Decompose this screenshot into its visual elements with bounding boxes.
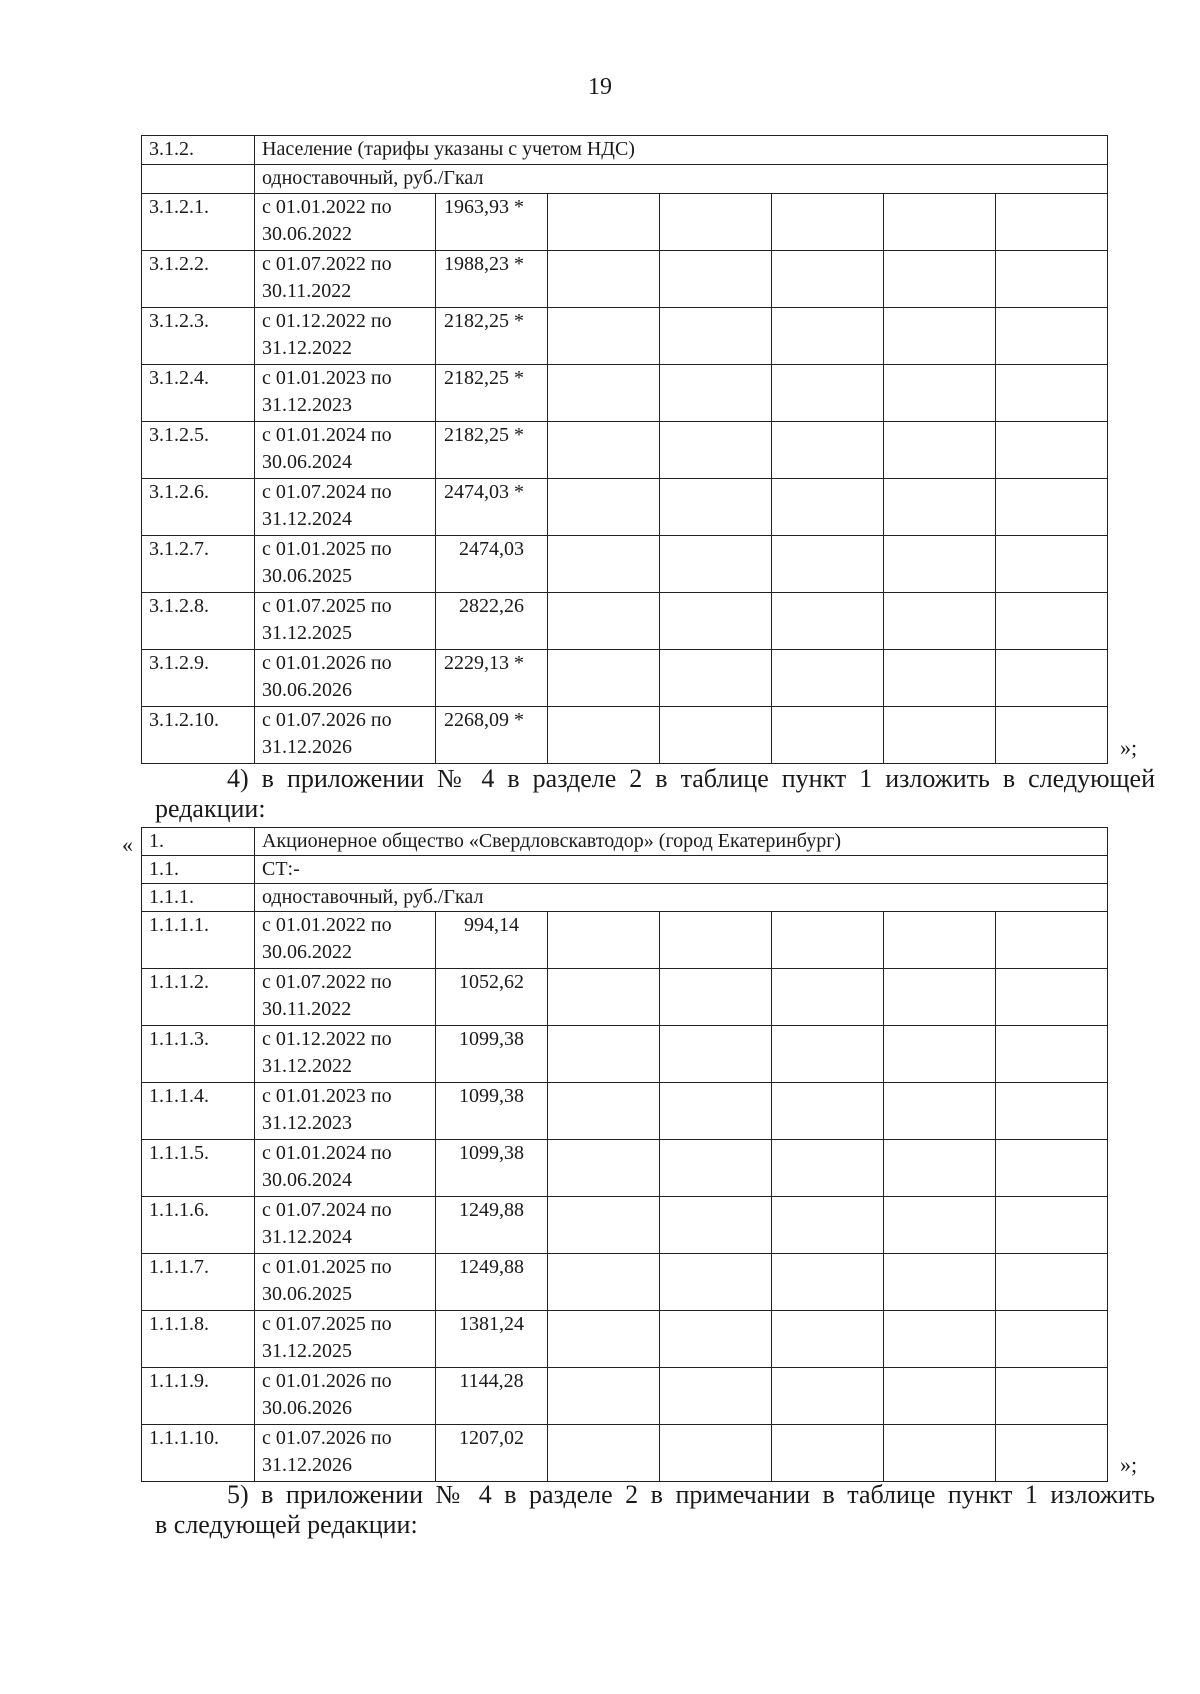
empty-cell [660, 707, 772, 764]
row-number: 3.1.2.10. [142, 707, 255, 764]
empty-cell [884, 912, 996, 969]
empty-cell [772, 1026, 884, 1083]
period-end: 31.12.2022 [262, 1055, 352, 1077]
empty-cell [996, 1311, 1108, 1368]
empty-cell [548, 912, 660, 969]
period-end: 31.12.2024 [262, 508, 352, 530]
empty-cell [996, 650, 1108, 707]
tariff-value: 2268,09 * [436, 707, 548, 764]
period-end: 30.06.2025 [262, 565, 352, 587]
empty-cell [660, 1425, 772, 1482]
empty-cell [996, 1140, 1108, 1197]
row-number: 3.1.2.2. [142, 251, 255, 308]
period-cell [255, 422, 436, 479]
table-row [142, 593, 1108, 650]
empty-cell [884, 1083, 996, 1140]
empty-cell [996, 1368, 1108, 1425]
tariff-value: 1249,88 [436, 1197, 548, 1254]
empty-cell [548, 1083, 660, 1140]
paragraph-5 [155, 1480, 1155, 1540]
row-number: 1.1.1.9. [142, 1368, 255, 1425]
empty-cell [996, 1425, 1108, 1482]
tariff-value: 2822,26 [436, 593, 548, 650]
empty-cell [772, 1254, 884, 1311]
section-label: одноставочный, руб./Гкал [255, 165, 1108, 194]
period-start: с 01.01.2024 по [262, 1142, 392, 1164]
row-number: 1.1.1.4. [142, 1083, 255, 1140]
tariff-value: 1381,24 [436, 1311, 548, 1368]
empty-cell [548, 1026, 660, 1083]
empty-cell [884, 308, 996, 365]
row-number: 3.1.2.1. [142, 194, 255, 251]
empty-cell [548, 1425, 660, 1482]
period-cell [255, 1140, 436, 1197]
empty-cell [884, 365, 996, 422]
period-start: с 01.01.2025 по [262, 538, 392, 560]
tariff-table-population [141, 135, 1108, 764]
section-label: Акционерное общество «Свердловскавтодор» (город Екатеринбург) [255, 828, 1108, 856]
period-cell [255, 650, 436, 707]
period-end: 31.12.2025 [262, 1340, 352, 1362]
row-number: 3.1.2.3. [142, 308, 255, 365]
row-number: 1.1.1.5. [142, 1140, 255, 1197]
empty-cell [660, 1311, 772, 1368]
empty-cell [772, 422, 884, 479]
empty-cell [660, 1083, 772, 1140]
table-row [142, 479, 1108, 536]
empty-cell [772, 479, 884, 536]
empty-cell [996, 194, 1108, 251]
period-start: с 01.01.2026 по [262, 1370, 392, 1392]
period-cell [255, 1425, 436, 1482]
row-number: 1.1.1.7. [142, 1254, 255, 1311]
empty-cell [548, 479, 660, 536]
table-row [142, 308, 1108, 365]
period-cell [255, 1197, 436, 1254]
period-end: 31.12.2026 [262, 736, 352, 758]
table-row [142, 422, 1108, 479]
empty-cell [996, 1083, 1108, 1140]
row-number: 1. [142, 828, 255, 856]
table-header-row [142, 165, 1108, 194]
table-row [142, 1083, 1108, 1140]
empty-cell [996, 308, 1108, 365]
empty-cell [660, 422, 772, 479]
empty-cell [660, 1026, 772, 1083]
empty-cell [996, 479, 1108, 536]
period-end: 31.12.2026 [262, 1454, 352, 1476]
tariff-table-body [142, 828, 1108, 1482]
tariff-value: 1207,02 [436, 1425, 548, 1482]
period-start: с 01.12.2022 по [262, 1028, 392, 1050]
empty-cell [772, 707, 884, 764]
period-end: 30.06.2022 [262, 223, 352, 245]
empty-cell [996, 422, 1108, 479]
paragraph-5-line1: 5) в приложении № 4 в разделе 2 в примечании в таблице пункт 1 изложить [227, 1480, 1155, 1509]
empty-cell [548, 1197, 660, 1254]
empty-cell [660, 536, 772, 593]
table-row [142, 365, 1108, 422]
tariff-value: 2474,03 * [436, 479, 548, 536]
empty-cell [884, 251, 996, 308]
row-number: 1.1.1.2. [142, 969, 255, 1026]
empty-cell [772, 650, 884, 707]
empty-cell [660, 251, 772, 308]
tariff-table-body [142, 136, 1108, 764]
period-start: с 01.07.2026 по [262, 1427, 392, 1449]
period-end: 31.12.2024 [262, 1226, 352, 1248]
tariff-value: 2229,13 * [436, 650, 548, 707]
paragraph-4-line2: редакции: [155, 794, 266, 823]
period-start: с 01.07.2022 по [262, 971, 392, 993]
empty-cell [548, 308, 660, 365]
tariff-value: 1099,38 [436, 1026, 548, 1083]
period-end: 30.06.2022 [262, 941, 352, 963]
table-row [142, 1197, 1108, 1254]
period-cell [255, 251, 436, 308]
empty-cell [548, 707, 660, 764]
period-end: 30.06.2024 [262, 451, 352, 473]
empty-cell [884, 969, 996, 1026]
period-end: 30.06.2025 [262, 1283, 352, 1305]
empty-cell [996, 1026, 1108, 1083]
period-cell [255, 1254, 436, 1311]
period-cell [255, 969, 436, 1026]
empty-cell [548, 593, 660, 650]
period-start: с 01.01.2026 по [262, 652, 392, 674]
period-start: с 01.01.2025 по [262, 1256, 392, 1278]
empty-cell [996, 1254, 1108, 1311]
period-start: с 01.07.2024 по [262, 481, 392, 503]
period-start: с 01.07.2025 по [262, 595, 392, 617]
empty-cell [548, 1368, 660, 1425]
tariff-value: 1144,28 [436, 1368, 548, 1425]
row-number: 3.1.2.6. [142, 479, 255, 536]
row-number: 3.1.2. [142, 136, 255, 165]
row-number: 1.1.1.1. [142, 912, 255, 969]
empty-cell [548, 251, 660, 308]
empty-cell [772, 365, 884, 422]
period-start: с 01.01.2023 по [262, 1085, 392, 1107]
row-number: 3.1.2.8. [142, 593, 255, 650]
empty-cell [884, 1368, 996, 1425]
paragraph-5-line2: в следующей редакции: [155, 1510, 418, 1539]
empty-cell [884, 707, 996, 764]
table-header-row [142, 856, 1108, 884]
period-cell [255, 1368, 436, 1425]
empty-cell [660, 1140, 772, 1197]
table-row [142, 536, 1108, 593]
table-header-row [142, 884, 1108, 912]
empty-cell [884, 194, 996, 251]
table-row [142, 251, 1108, 308]
row-number: 1.1. [142, 856, 255, 884]
period-cell [255, 308, 436, 365]
tariff-value: 1963,93 * [436, 194, 548, 251]
empty-cell [548, 1140, 660, 1197]
empty-cell [772, 251, 884, 308]
empty-cell [660, 1254, 772, 1311]
period-cell [255, 194, 436, 251]
row-number: 3.1.2.7. [142, 536, 255, 593]
tariff-value: 2474,03 [436, 536, 548, 593]
empty-cell [772, 1311, 884, 1368]
period-end: 31.12.2023 [262, 394, 352, 416]
empty-cell [772, 1083, 884, 1140]
period-end: 30.06.2026 [262, 679, 352, 701]
empty-cell [772, 593, 884, 650]
empty-cell [996, 969, 1108, 1026]
empty-cell [996, 912, 1108, 969]
empty-cell [660, 365, 772, 422]
table-row [142, 1425, 1108, 1482]
empty-cell [884, 650, 996, 707]
closing-quote: »; [1120, 735, 1138, 760]
table-row [142, 650, 1108, 707]
empty-cell [996, 1197, 1108, 1254]
empty-cell [548, 650, 660, 707]
empty-cell [996, 536, 1108, 593]
empty-cell [548, 194, 660, 251]
row-number: 1.1.1.8. [142, 1311, 255, 1368]
period-cell [255, 707, 436, 764]
empty-cell [660, 479, 772, 536]
row-number: 3.1.2.4. [142, 365, 255, 422]
empty-cell [548, 422, 660, 479]
empty-cell [660, 194, 772, 251]
empty-cell [548, 536, 660, 593]
period-start: с 01.01.2023 по [262, 367, 392, 389]
empty-cell [884, 1425, 996, 1482]
empty-cell [772, 194, 884, 251]
period-cell [255, 536, 436, 593]
tariff-value: 1099,38 [436, 1083, 548, 1140]
tariff-value: 1249,88 [436, 1254, 548, 1311]
section-label: Население (тарифы указаны с учетом НДС) [255, 136, 1108, 165]
empty-cell [772, 1368, 884, 1425]
paragraph-4 [155, 764, 1155, 824]
row-number: 3.1.2.5. [142, 422, 255, 479]
period-start: с 01.01.2022 по [262, 196, 392, 218]
tariff-value: 2182,25 * [436, 365, 548, 422]
tariff-value: 2182,25 * [436, 422, 548, 479]
section-label: СТ:- [255, 856, 1108, 884]
empty-cell [884, 422, 996, 479]
empty-cell [660, 650, 772, 707]
tariff-value: 1099,38 [436, 1140, 548, 1197]
empty-cell [548, 1254, 660, 1311]
empty-cell [884, 1026, 996, 1083]
row-number: 1.1.1.10. [142, 1425, 255, 1482]
tariff-table-sverdlovskavtodor [141, 827, 1108, 1482]
section-label: одноставочный, руб./Гкал [255, 884, 1108, 912]
period-end: 31.12.2022 [262, 337, 352, 359]
empty-cell [884, 1140, 996, 1197]
table-row [142, 1140, 1108, 1197]
empty-cell [772, 1140, 884, 1197]
empty-cell [660, 593, 772, 650]
empty-cell [660, 969, 772, 1026]
period-end: 30.11.2022 [262, 998, 352, 1020]
empty-cell [548, 1311, 660, 1368]
closing-quote: »; [1120, 1452, 1138, 1477]
table-row [142, 1254, 1108, 1311]
period-start: с 01.07.2025 по [262, 1313, 392, 1335]
tariff-value: 1052,62 [436, 969, 548, 1026]
table-row [142, 1026, 1108, 1083]
empty-cell [772, 969, 884, 1026]
period-start: с 01.07.2024 по [262, 1199, 392, 1221]
empty-cell [996, 707, 1108, 764]
empty-cell [884, 536, 996, 593]
table-row [142, 1368, 1108, 1425]
empty-cell [548, 365, 660, 422]
empty-cell [996, 251, 1108, 308]
period-start: с 01.07.2022 по [262, 253, 392, 275]
empty-cell [884, 1311, 996, 1368]
period-cell [255, 912, 436, 969]
empty-cell [660, 912, 772, 969]
opening-quote: « [122, 832, 133, 857]
row-number: 3.1.2.9. [142, 650, 255, 707]
row-number [142, 165, 255, 194]
period-cell [255, 479, 436, 536]
table-header-row [142, 136, 1108, 165]
row-number: 1.1.1.6. [142, 1197, 255, 1254]
table-row [142, 969, 1108, 1026]
row-number: 1.1.1. [142, 884, 255, 912]
period-start: с 01.01.2024 по [262, 424, 392, 446]
empty-cell [660, 1197, 772, 1254]
empty-cell [660, 308, 772, 365]
tariff-value: 1988,23 * [436, 251, 548, 308]
table-row [142, 912, 1108, 969]
empty-cell [884, 1254, 996, 1311]
empty-cell [884, 593, 996, 650]
period-start: с 01.01.2022 по [262, 914, 392, 936]
empty-cell [884, 1197, 996, 1254]
empty-cell [772, 912, 884, 969]
period-cell [255, 1026, 436, 1083]
row-number: 1.1.1.3. [142, 1026, 255, 1083]
table-header-row [142, 828, 1108, 856]
table-row [142, 1311, 1108, 1368]
period-cell [255, 365, 436, 422]
table-row [142, 707, 1108, 764]
period-cell [255, 1311, 436, 1368]
empty-cell [996, 593, 1108, 650]
period-end: 30.06.2026 [262, 1397, 352, 1419]
empty-cell [548, 969, 660, 1026]
period-start: с 01.07.2026 по [262, 709, 392, 731]
period-start: с 01.12.2022 по [262, 310, 392, 332]
period-end: 31.12.2025 [262, 622, 352, 644]
period-end: 31.12.2023 [262, 1112, 352, 1134]
tariff-value: 994,14 [436, 912, 548, 969]
empty-cell [772, 1425, 884, 1482]
period-end: 30.06.2024 [262, 1169, 352, 1191]
empty-cell [996, 365, 1108, 422]
empty-cell [772, 1197, 884, 1254]
period-cell [255, 593, 436, 650]
period-cell [255, 1083, 436, 1140]
paragraph-4-line1: 4) в приложении № 4 в разделе 2 в таблице пункт 1 изложить в следующей [227, 764, 1155, 793]
empty-cell [772, 536, 884, 593]
period-end: 30.11.2022 [262, 280, 352, 302]
empty-cell [884, 479, 996, 536]
table-row [142, 194, 1108, 251]
empty-cell [772, 308, 884, 365]
empty-cell [660, 1368, 772, 1425]
page-number: 19 [588, 74, 612, 100]
tariff-value: 2182,25 * [436, 308, 548, 365]
